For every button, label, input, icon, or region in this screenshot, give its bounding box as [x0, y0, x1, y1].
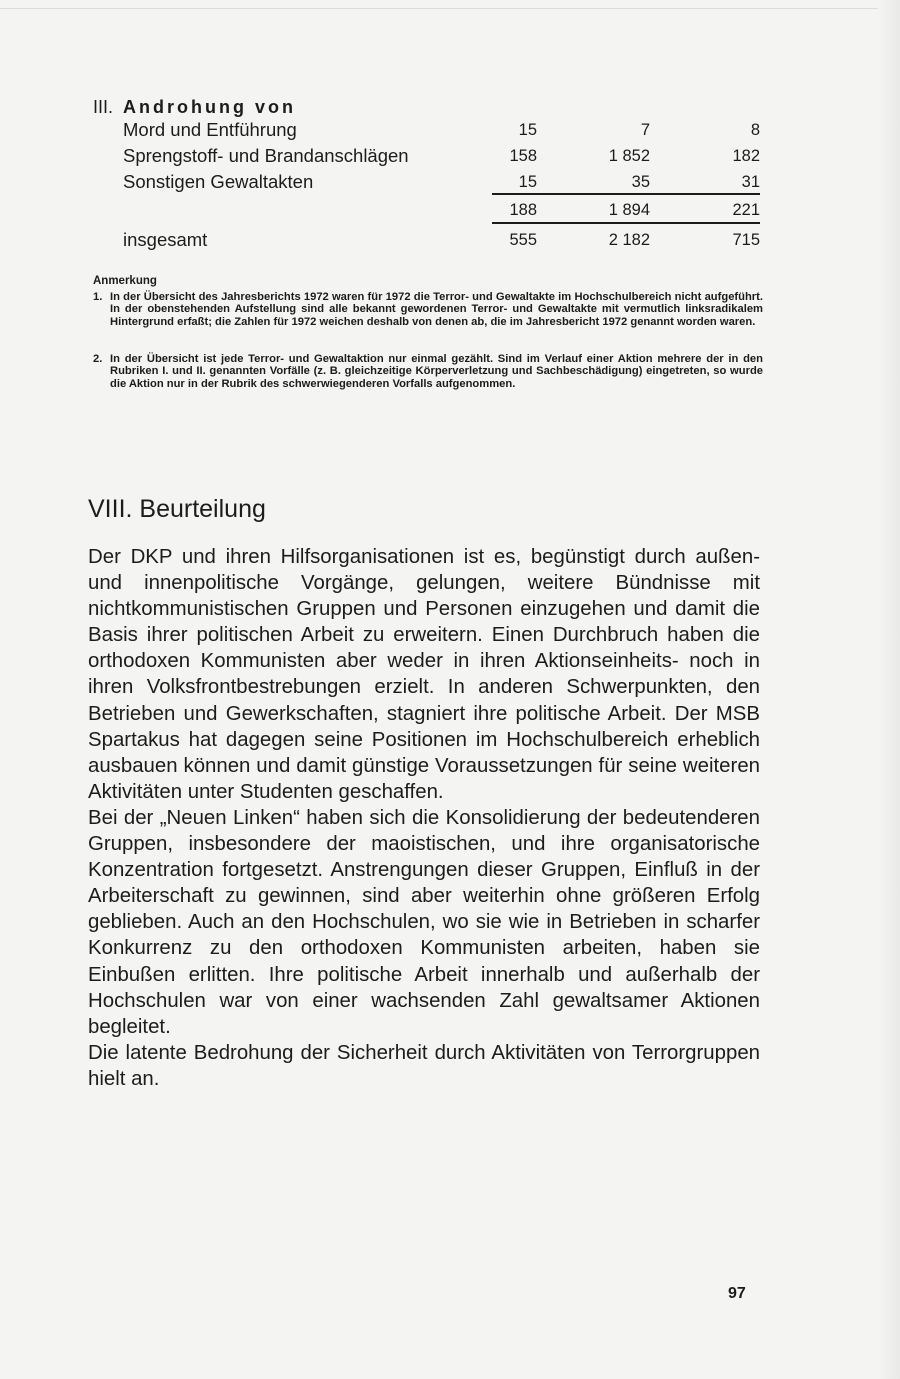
total-label: insgesamt	[123, 229, 208, 250]
total-value: 555	[509, 231, 537, 249]
total-value: 2 182	[608, 231, 650, 249]
page-number: 97	[728, 1285, 746, 1302]
section-3-title: Androhung von	[123, 97, 296, 117]
row-value: 7	[640, 121, 650, 139]
note-text: In der Übersicht des Jahresberichts 1972 waren für 1972 die Terror- und Gewaltakte im Hochschulbereich nicht aufgeführt. In der obenstehenden Aufstellung sind alle bekannt gewordenen Terror- und Gewaltakte mit vermutlich linksradikalem Hintergrund erfaßt; die Zahlen für 1972 weichen deshalb von denen ab, die im Jahresbericht 1972 genannt worden waren.	[110, 291, 763, 328]
subtotal-row	[0, 198, 900, 222]
table-row	[0, 144, 900, 168]
row-value: 15	[518, 121, 537, 139]
table-row	[0, 170, 900, 194]
row-label: Mord und Entführung	[123, 119, 297, 140]
row-value: 31	[741, 173, 760, 191]
paragraph: Die latente Bedrohung der Sicherheit durch Aktivitäten von Terrorgruppen hielt an.	[88, 1041, 760, 1090]
total-rule	[492, 222, 760, 224]
subtotal-value: 188	[509, 201, 537, 219]
note-item	[93, 291, 763, 328]
total-row	[0, 228, 900, 252]
paragraph: Der DKP und ihren Hilfsorganisationen ist es, begünstigt durch außen- und innenpolitische Vorgänge, gelungen, weitere Bündnisse mit nichtkommunistischen Gruppen und Personen einzugehen und damit die Basis ihrer politischen Arbeit zu erweitern. Einen Durchbruch haben die orthodoxen Kommunisten aber weder in ihren Aktionseinheits- noch in ihren Volksfrontbestrebungen erzielt. In anderen Schwerpunkten, den Betrieben und Gewerkschaften, stagniert ihre politische Arbeit. Der MSB Spartakus hat dagegen seine Positionen im Hochschulbereich erheblich ausbauen können und damit günstige Voraussetzungen für seine weiteren Aktivitäten unter Studenten geschaffen.	[88, 546, 760, 803]
subtotal-value: 1 894	[608, 201, 650, 219]
subtotal-rule	[492, 193, 760, 195]
row-value: 35	[631, 173, 650, 191]
total-value: 715	[732, 231, 760, 249]
section-8-body	[88, 544, 760, 1092]
note-text: In der Übersicht ist jede Terror- und Gewaltaktion nur einmal gezählt. Sind im Verlauf einer Aktion mehrere der in den Rubriken I. und II. genannten Vorfälle (z. B. gleichzeitige Körperverletzung und Sachbeschädigung) eingetreten, so wurde die Aktion nur in der Rubrik des schwerwiegenderen Vorfalls aufgenommen.	[110, 353, 763, 390]
notes-heading: Anmerkung	[93, 275, 157, 287]
row-label: Sprengstoff- und Brandanschlägen	[123, 145, 409, 166]
table-row	[0, 118, 900, 142]
section-3-heading	[93, 96, 296, 118]
row-value: 182	[732, 147, 760, 165]
paragraph: Bei der „Neuen Linken“ haben sich die Konsolidierung der bedeutenderen Gruppen, insbesondere der maoistischen, und ihre organisatorische Konzentration fortgesetzt. Anstrengungen dieser Gruppen, Einfluß in der Arbeiterschaft zu gewinnen, sind aber weiterhin ohne größeren Erfolg geblieben. Auch an den Hochschulen, wo sie wie in Betrieben in scharfer Konkurrenz zu den orthodoxen Kommunisten arbeiten, haben sie Einbußen erlitten. Ihre politische Arbeit innerhalb und außerhalb der Hochschulen war von einer wachsenden Zahl gewaltsamer Aktionen begleitet.	[88, 806, 760, 1038]
subtotal-value: 221	[732, 201, 760, 219]
row-value: 1 852	[608, 147, 650, 165]
section-8-heading: VIII. Beurteilung	[88, 495, 266, 523]
row-label: Sonstigen Gewaltakten	[123, 171, 314, 192]
section-3-number: III.	[93, 97, 114, 117]
note-number: 2.	[93, 353, 103, 365]
row-value: 158	[509, 147, 537, 165]
note-number: 1.	[93, 291, 103, 303]
note-item	[93, 353, 763, 390]
row-value: 8	[750, 121, 760, 139]
page-top-edge	[0, 8, 900, 9]
row-value: 15	[518, 173, 537, 191]
